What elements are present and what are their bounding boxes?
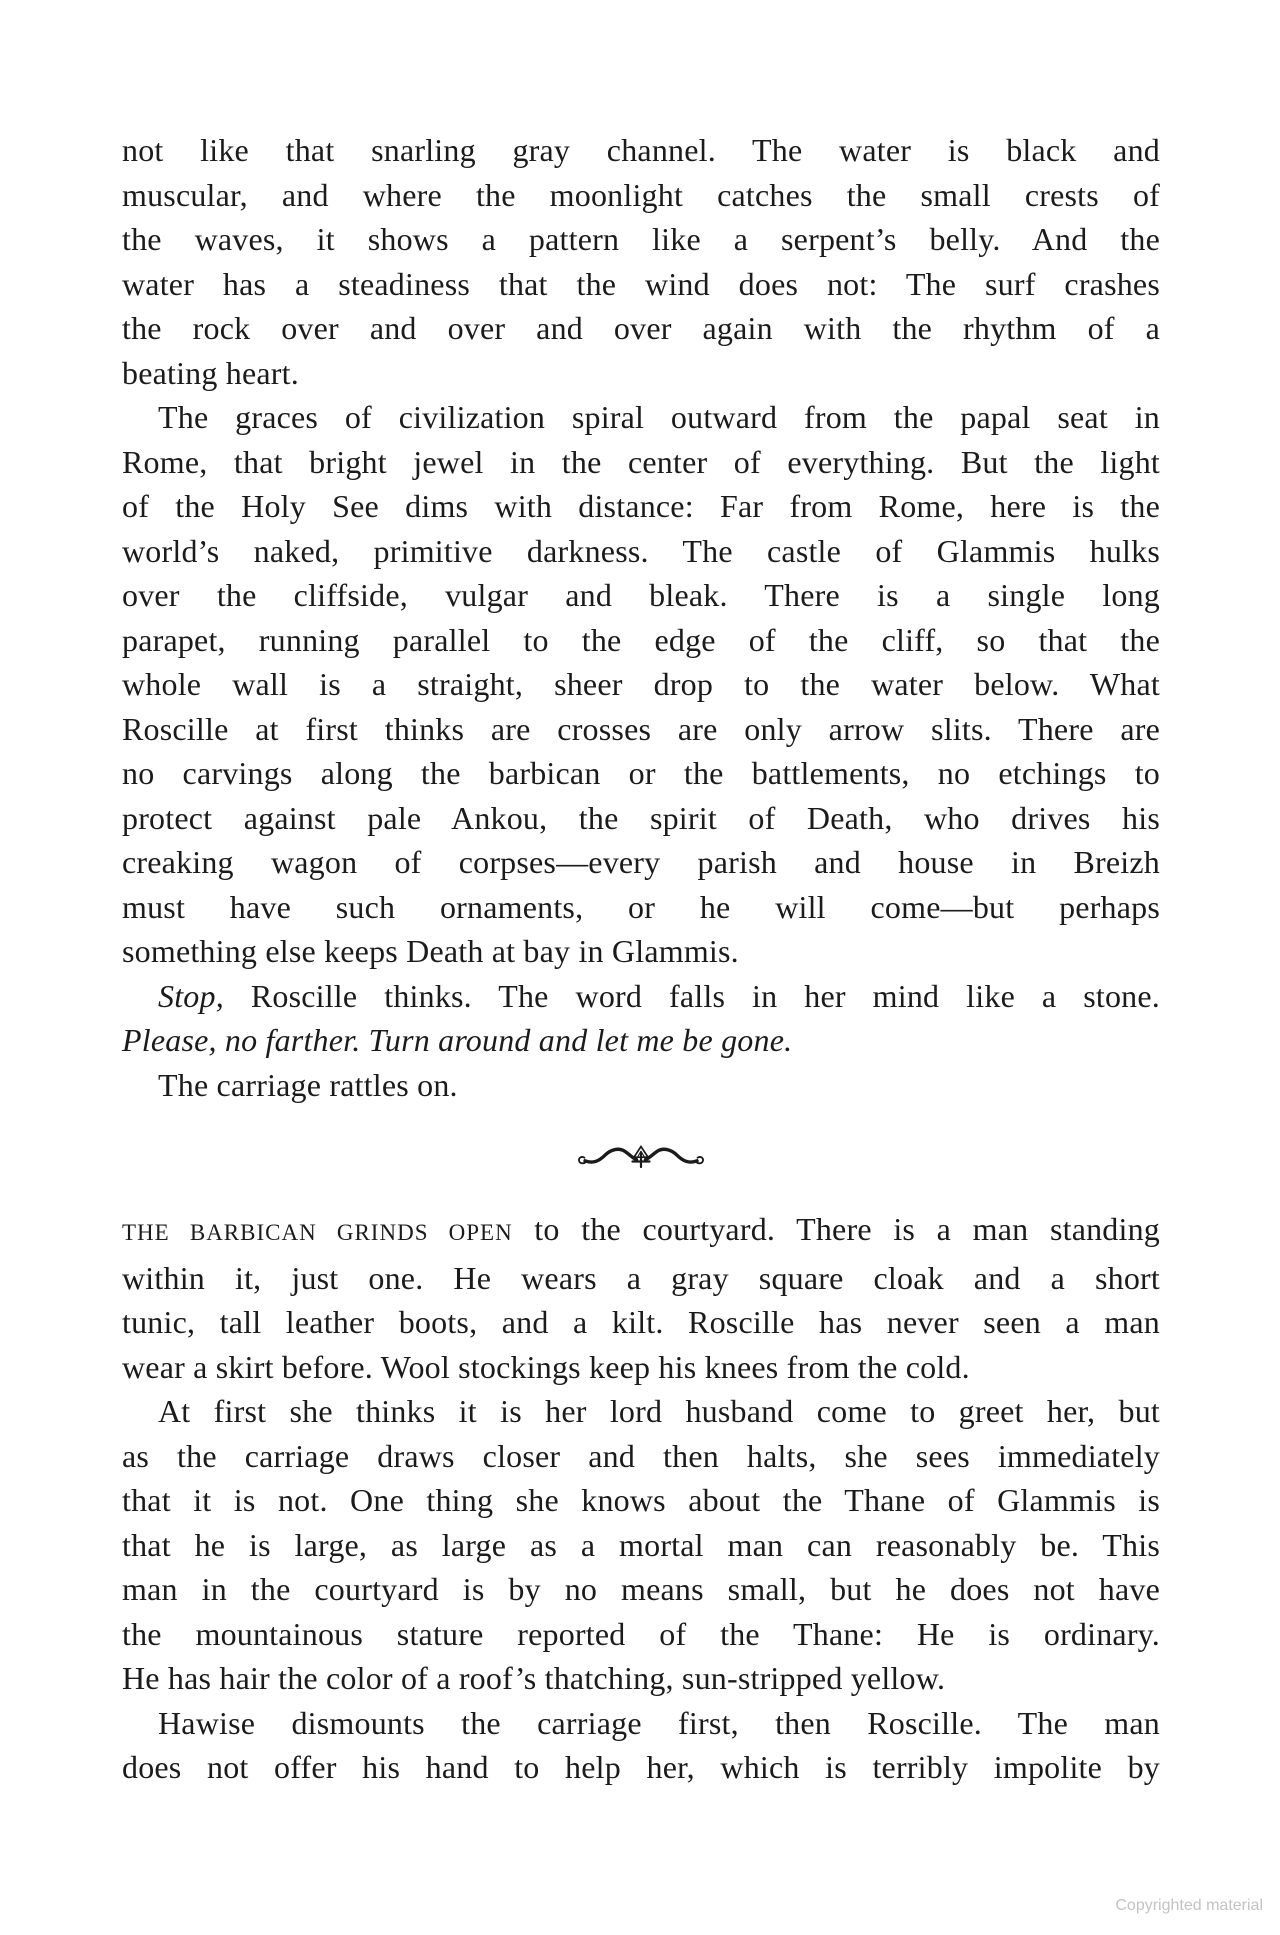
text-segment: to the courtyard. There is a man standing — [512, 1211, 1160, 1247]
text-line — [122, 1018, 1160, 1063]
text-segment: Stop, — [158, 977, 224, 1014]
section-divider — [122, 1107, 1160, 1207]
paragraph — [122, 128, 1160, 395]
text-line — [122, 351, 1160, 396]
text-line — [122, 1207, 1160, 1256]
text-segment: no carvings along the barbican or the battlements, no etchings to — [122, 755, 1160, 791]
text-line — [122, 1656, 1160, 1701]
text-line — [122, 440, 1160, 485]
text-line — [122, 1389, 1160, 1434]
text-segment: must have such ornaments, or he will come—but perhaps — [122, 888, 1160, 925]
text-line — [122, 1478, 1160, 1523]
text-segment: The carriage rattles on. — [158, 1066, 458, 1103]
text-line — [122, 395, 1160, 440]
text-segment: Please, no farther. Turn around and let me be gone. — [122, 1022, 793, 1058]
text-segment: the rock over and over and over again with the rhythm of a — [122, 310, 1160, 346]
text-segment: man in the courtyard is by no means small, but he does not have — [122, 1571, 1160, 1607]
text-segment: parapet, running parallel to the edge of the cliff, so that the — [122, 621, 1160, 658]
paragraph — [122, 1207, 1160, 1389]
text-segment: He has hair the color of a roof’s thatching, sun-stripped yellow. — [122, 1660, 946, 1696]
text-segment: world’s naked, primitive darkness. The castle of Glammis hulks — [122, 532, 1160, 569]
text-line — [122, 840, 1160, 885]
text-line — [122, 529, 1160, 574]
text-line — [122, 1745, 1160, 1790]
text-segment: the waves, it shows a pattern like a serpent’s belly. And the — [122, 221, 1160, 257]
text-line — [122, 573, 1160, 618]
text-line — [122, 1434, 1160, 1479]
text-line — [122, 929, 1160, 974]
text-segment: wear a skirt before. Wool stockings keep his knees from the cold. — [122, 1348, 970, 1385]
text-line — [122, 1063, 1160, 1108]
text-line — [122, 662, 1160, 707]
paragraph — [122, 1701, 1160, 1790]
text-segment: the mountainous stature reported of the Thane: He is ordinary. — [122, 1615, 1160, 1652]
text-segment: protect against pale Ankou, the spirit of Death, who drives his — [122, 799, 1160, 836]
text-line — [122, 1345, 1160, 1390]
text-segment: beating heart. — [122, 354, 299, 391]
text-segment: within it, just one. He wears a gray square cloak and a short — [122, 1259, 1160, 1296]
text-line — [122, 1523, 1160, 1568]
text-segment: tunic, tall leather boots, and a kilt. Roscille has never seen a man — [122, 1304, 1160, 1340]
text-line — [122, 751, 1160, 796]
text-segment: something else keeps Death at bay in Glammis. — [122, 933, 739, 969]
text-segment: as the carriage draws closer and then halts, she sees immediately — [122, 1437, 1160, 1474]
text-segment: Roscille at first thinks are crosses are only arrow slits. There are — [122, 710, 1160, 747]
text-line — [122, 618, 1160, 663]
paragraph — [122, 395, 1160, 974]
text-segment: creaking wagon of corpses—every parish and house in Breizh — [122, 844, 1160, 880]
text-line — [122, 885, 1160, 930]
text-line — [122, 796, 1160, 841]
text-line — [122, 1701, 1160, 1746]
text-segment: that it is not. One thing she knows about the Thane of Glammis is — [122, 1482, 1160, 1518]
text-segment: does not offer his hand to help her, which is terribly impolite by — [122, 1749, 1160, 1785]
text-segment: over the cliffside, vulgar and bleak. There is a single long — [122, 577, 1160, 613]
text-segment: Roscille thinks. The word falls in her mind like a stone. — [223, 977, 1160, 1014]
text-segment: that he is large, as large as a mortal man can reasonably be. This — [122, 1526, 1160, 1563]
text-line — [122, 217, 1160, 262]
text-line — [122, 707, 1160, 752]
text-segment: At first she thinks it is her lord husband come to greet her, but — [158, 1393, 1160, 1429]
text-segment: whole wall is a straight, sheer drop to the water below. What — [122, 666, 1160, 702]
text-line — [122, 1567, 1160, 1612]
text-line — [122, 1300, 1160, 1345]
paragraph — [122, 1389, 1160, 1701]
paragraph — [122, 1063, 1160, 1108]
text-segment: THE BARBICAN GRINDS OPEN — [122, 1220, 513, 1245]
text-line — [122, 262, 1160, 307]
paragraph — [122, 974, 1160, 1063]
text-line — [122, 484, 1160, 529]
text-line — [122, 974, 1160, 1019]
text-segment: Hawise dismounts the carriage first, then Roscille. The man — [158, 1704, 1160, 1741]
copyright-watermark: Copyrighted material — [1115, 1897, 1263, 1914]
text-segment: not like that snarling gray channel. The water is black and — [122, 132, 1160, 168]
text-segment: Rome, that bright jewel in the center of everything. But the light — [122, 443, 1160, 480]
text-segment: water has a steadiness that the wind does not: The surf crashes — [122, 265, 1160, 302]
book-content — [122, 128, 1160, 1790]
flourish-divider-icon — [577, 1144, 705, 1170]
text-segment: The graces of civilization spiral outward from the papal seat in — [158, 399, 1160, 435]
text-line — [122, 306, 1160, 351]
text-line — [122, 1256, 1160, 1301]
text-line — [122, 173, 1160, 218]
text-line — [122, 128, 1160, 173]
text-line — [122, 1612, 1160, 1657]
text-segment: of the Holy See dims with distance: Far from Rome, here is the — [122, 488, 1160, 524]
text-segment: muscular, and where the moonlight catches the small crests of — [122, 176, 1160, 213]
